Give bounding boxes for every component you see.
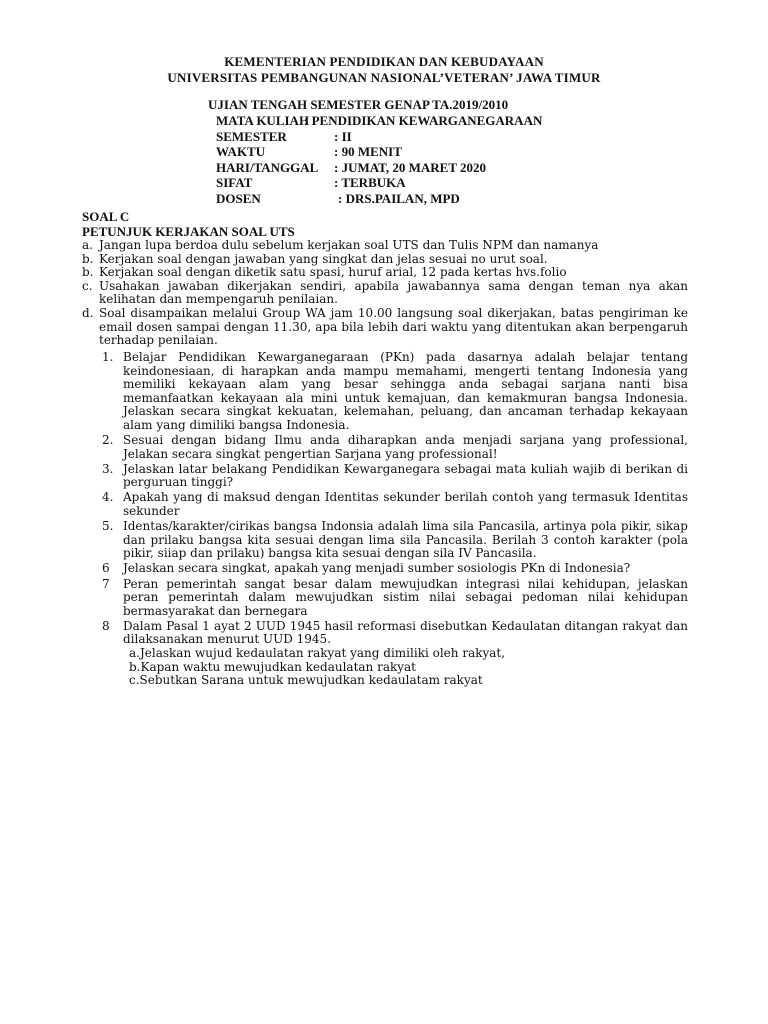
question-number: 2. xyxy=(102,433,114,448)
question-text: Peran pemerintah sangat besar dalam mewujudkan integrasi nilai kehidupan, jelaskan peran pemerintah dalam mewujudkan sistim nilai sebagai pedoman nilai kehidupan bermasyarakat dan bernegara xyxy=(123,576,688,618)
instructions-title: PETUNJUK KERJAKAN SOAL UTS xyxy=(82,224,295,239)
meta-row-type xyxy=(216,175,406,191)
exam-title: UJIAN TENGAH SEMESTER GENAP TA.2019/2010 xyxy=(208,97,509,112)
instruction-item xyxy=(82,266,688,280)
instructions-list xyxy=(82,239,688,348)
meta-value: : JUMAT, 20 MARET 2020 xyxy=(334,159,487,175)
instruction-text: Usahakan jawaban dikerjakan sendiri, apabila jawabannya sama dengan teman nya akan kelihatan dan mempengaruh penilaian. xyxy=(99,278,688,307)
instruction-item xyxy=(82,253,688,267)
question-text: Apakah yang di maksud dengan Identitas sekunder berilah contoh yang termasuk Identitas sekunder xyxy=(123,490,688,519)
question-number: 5. xyxy=(102,519,114,534)
meta-row-course xyxy=(216,113,543,129)
question-item xyxy=(102,562,688,576)
meta-key: WAKTU xyxy=(216,144,266,159)
soal-label: SOAL C xyxy=(82,209,130,224)
meta-row-lecturer xyxy=(216,190,460,207)
question-item xyxy=(102,351,688,433)
soal-heading-block xyxy=(82,209,295,239)
ministry-heading: KEMENTERIAN PENDIDIKAN DAN KEBUDAYAAN xyxy=(224,54,544,69)
question-text: Sesuai dengan bidang Ilmu anda diharapkan anda menjadi sarjana yang professional, Jelakan secara singkat pengertian Sarjana yang professional! xyxy=(123,433,688,461)
meta-value: : PENDIDIKAN KEWARGANEGARAAN xyxy=(304,113,543,128)
meta-row-date xyxy=(216,159,487,176)
question-item xyxy=(102,491,688,518)
instruction-item xyxy=(82,239,688,253)
question-number: 1. xyxy=(102,350,114,364)
meta-key: MATA KULIAH xyxy=(216,113,310,128)
meta-value: : 90 MENIT xyxy=(334,144,402,159)
university-heading: UNIVERSITAS PEMBANGUNAN NASIONAL’VETERAN’ JAWA TIMUR xyxy=(167,70,601,85)
question-item xyxy=(102,520,688,561)
meta-key: SIFAT xyxy=(216,175,253,190)
question-item xyxy=(102,434,688,461)
question-item xyxy=(102,620,688,688)
question-number: 4. xyxy=(102,490,114,505)
question-item xyxy=(102,578,688,619)
sub-question: b.Kapan waktu mewujudkan kedaulatan rakyat xyxy=(129,659,417,674)
sub-question: c.Sebutkan Sarana untuk mewujudkan kedaulatam rakyat xyxy=(129,673,483,688)
questions-list xyxy=(102,351,688,689)
instruction-label: d. xyxy=(82,305,94,320)
instruction-item xyxy=(82,280,688,307)
meta-key: SEMESTER xyxy=(216,128,287,144)
meta-row-semester xyxy=(216,128,352,145)
instruction-label: a. xyxy=(82,238,93,252)
question-number: 7 xyxy=(102,576,110,591)
instruction-label: b. xyxy=(82,251,94,266)
instruction-label: b. xyxy=(82,265,94,280)
sub-question: a.Jelaskan wujud kedaulatan rakyat yang dimiliki oleh rakyat, xyxy=(129,645,506,660)
question-number: 6 xyxy=(102,561,110,576)
instruction-text: Soal disampaikan melalui Group WA jam 10.00 langsung soal dikerjakan, batas pengiriman ke email dosen sampai dengan 11.30, apa bila lebih dari waktu yang ditentukan akan berpengaruh terhadap penilaian. xyxy=(99,305,688,348)
question-number: 3. xyxy=(102,461,114,476)
instruction-text: Jangan lupa berdoa dulu sebelum kerjakan soal UTS dan Tulis NPM dan namanya xyxy=(99,238,599,252)
question-item xyxy=(102,463,688,490)
instruction-item xyxy=(82,307,688,348)
question-text: Jelaskan latar belakang Pendidikan Kewarganegara sebagai mata kuliah wajib di berikan di perguruan tinggi? xyxy=(123,461,688,490)
instruction-text: Kerjakan soal dengan jawaban yang singkat dan jelas sesuai no urut soal. xyxy=(99,251,548,266)
meta-value: : DRS.PAILAN, MPD xyxy=(338,190,460,206)
meta-value: : II xyxy=(334,128,352,144)
question-number: 8 xyxy=(102,618,110,633)
instruction-text: Kerjakan soal dengan diketik satu spasi, huruf arial, 12 pada kertas hvs.folio xyxy=(99,265,567,280)
question-text: Identas/karakter/cirikas bangsa Indonsia adalah lima sila Pancasila, artinya pola pikir, sikap dan prilaku bangsa kita sesuai dengan lima sila Pancasila. Berilah 3 contoh karakter (pola pikir, siiap dan prilaku) bangsa kita sesuai dengan sila IV Pancasila. xyxy=(123,519,688,561)
question-text: Jelaskan secara singkat, apakah yang menjadi sumber sosiologis PKn di Indonesia? xyxy=(123,561,631,576)
exam-meta-table xyxy=(216,113,543,206)
meta-key: DOSEN xyxy=(216,190,261,206)
question-text: Belajar Pendidikan Kewarganegaraan (PKn) pada dasarnya adalah belajar tentang keindonesiaan, di harapkan anda mampu memahami, mengerti tentang Indonesia yang memiliki kekayaan alam yang besar sehingga anda sebagai sarjana nanti bisa memanfaatkan kekayaan ala mini untuk kemajuan, dan kemakmuran bangsa Indonesia. Jelaskan secara singkat kekuatan, kelemahan, peluang, dan ancaman terhadap kekayaan alam yang dimiliki bangsa Indonesia. xyxy=(123,350,688,432)
instruction-label: c. xyxy=(82,278,93,293)
meta-value: : TERBUKA xyxy=(334,175,406,190)
meta-row-time xyxy=(216,144,402,160)
question-text: Dalam Pasal 1 ayat 2 UUD 1945 hasil reformasi disebutkan Kedaulatan ditangan rakyat dan dilaksanakan menurut UUD 1945. xyxy=(123,618,688,647)
meta-key: HARI/TANGGAL xyxy=(216,159,319,175)
